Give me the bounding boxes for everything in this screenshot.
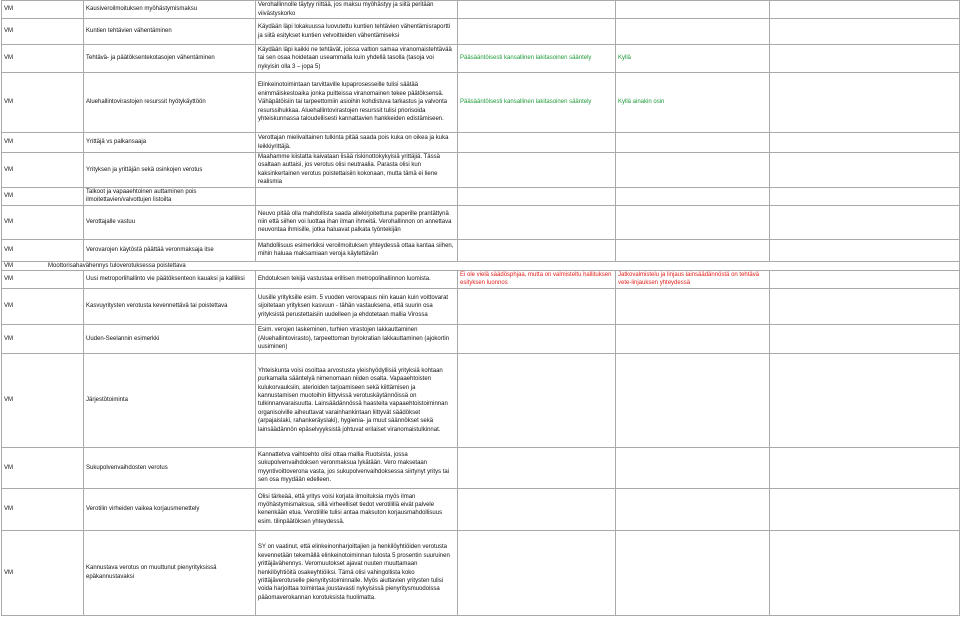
detail-cell: Elinkeinotoimintaan tarvittaville lupaprosesseille tulisi säätää enimmäiskestoaika jonka puitteissa viranomainen tekee päätöksensä. Vähäpätöisiin tai tarpeettomiin asioihin kohdistuva tarkastus ja valvonta resurssihukkaa. Aluehallintovirastojen resurssit tulisi priorisoida yhteiskunnassa taloudellisesti kannattavien hankkeiden edistämiseen. xyxy=(256,73,458,133)
party-cell: VM xyxy=(2,271,84,289)
answer-cell xyxy=(616,187,770,205)
regulation-cell: Ei ole vielä säädösphjaa, mutta on valmisteltu hallituksen esityksen luonnos xyxy=(458,271,616,289)
regulation-cell xyxy=(458,239,616,261)
note-cell xyxy=(770,271,960,289)
topic-cell: Uuden-Seelannin esimerkki xyxy=(84,324,256,353)
table-row xyxy=(2,205,960,239)
regulation-cell xyxy=(458,530,616,615)
topic-cell: Uusi metroporlihallinto vie päätöksenteon kauaksi ja kalliiksi xyxy=(84,271,256,289)
note-cell xyxy=(770,447,960,488)
table-row xyxy=(2,288,960,324)
answer-cell: Jatkovalmistelu ja linjaus lainsäädännöstä on tehtävä vete-linjauksen yhteydessä xyxy=(616,271,770,289)
regulation-cell xyxy=(458,133,616,153)
answer-cell xyxy=(616,288,770,324)
note-cell xyxy=(770,205,960,239)
party-cell: VM xyxy=(2,205,84,239)
party-cell: VM xyxy=(2,19,84,45)
note-cell xyxy=(770,73,960,133)
detail-cell: Käydään läpi lokakuussa luovutettu kuntien tehtävien vähentämisraportti ja siitä esitykset kuntien velvoitteiden vähentämiseksi xyxy=(256,19,458,45)
regulation-cell xyxy=(458,447,616,488)
table-row xyxy=(2,73,960,133)
topic-cell: Järjestötoiminta xyxy=(84,353,256,447)
table-row xyxy=(2,447,960,488)
detail-cell: Maahamme kiistatta kaivataan lisää riskinottokykyisiä yrittäjiä. Tässä osaltaan auttaisi, jos verotus olisi neutraalia. Parasta olisi kun kaksinkertainen verotus poistettaisiin kokonaan, mutta tämä ei liene realismia xyxy=(256,153,458,188)
table-row xyxy=(2,187,960,205)
regulation-cell xyxy=(458,1,616,19)
note-cell xyxy=(770,187,960,205)
table-row xyxy=(2,133,960,153)
topic-cell: Verovarojen käytöstä päättää veronmaksaja itse xyxy=(84,239,256,261)
detail-cell: Kannattetva vaihtoehto olisi ottaa mallia Ruotsista, jossa sukupolvenvaihdoksen veronmaksua lykätään. Vero maksetaan myyntivoittoverona vasta, jos sukupolvenvaihdoksessa siirtynyt yritys tai sen osa myydään edelleen. xyxy=(256,447,458,488)
table-row xyxy=(2,19,960,45)
regulation-cell xyxy=(458,205,616,239)
topic-cell: Kausiveroilmoituksen myöhästymismaksu xyxy=(84,1,256,19)
regulation-cell xyxy=(458,324,616,353)
answer-cell xyxy=(616,153,770,188)
party-cell: VM xyxy=(2,187,84,205)
table-row xyxy=(2,353,960,447)
note-cell xyxy=(770,530,960,615)
party-cell: VM xyxy=(2,488,84,530)
detail-cell: SY on vaatinut, että elinkeinonharjoittajien ja henkilöyhtiöiden verotusta kevennetään tekemällä elinkeinotoiminnan tulosta 5 prosentin suuruinen yrittäjävähennys. Veromuutokset ajavat nuuten muuttamaan henkilöyhtiöitä osakeyhtiöiksi. Tämä olisi vahingollista koko yrittäjäverotuselle pienyritystoiminnalle. Myös aiuttavien yritysten tulisi voida harjoittaa toimintaa joustavasti nykyisissä pienyritysmuodoissa pääomaverokannan korotuksista huolimatta. xyxy=(256,530,458,615)
detail-cell: Olisi tärkeää, että yritys voisi korjata ilmoituksia myös ilman myöhästymismaksua, sillä virheelliset tiedot verotilillä eivät palvele kenenkään etua. Verotilille tulisi antaa maksuton korjausmahdollisuus esim. tilinpäätöksen yhteydessä. xyxy=(256,488,458,530)
detail-cell: Verohallinnolle täytyy riittää, jos maksu myöhästyy ja siitä peritään viivästyskorko xyxy=(256,1,458,19)
table-row xyxy=(2,488,960,530)
note-cell xyxy=(770,288,960,324)
topic-cell: Talkoot ja vapaaehtoinen auttaminen pois ilmoitettavien/valvottujen listoilta xyxy=(84,187,256,205)
topic-cell: Yrittäjä vs palkansaaja xyxy=(84,133,256,153)
table-row xyxy=(2,324,960,353)
note-cell xyxy=(770,353,960,447)
party-label: VM xyxy=(4,262,13,269)
answer-cell xyxy=(616,205,770,239)
detail-cell: Esim. verojen laskeminen, turhien virastojen lakkauttaminen (Aluehallintovirasto), tarpeettoman byrokratian lakkauttaminen (ajokortin uusiminen) xyxy=(256,324,458,353)
detail-cell: Yhteiskunta voisi osoittaa arvostusta yleishyödyllisiä yrityksiä kohtaan purkamalla sääntelyä nimenomaan niiden osalta. Vapaaehtoisten kulukorvauksiin, aterioiden tarjoamiseen sekä kiittämisen ja kannustamisen muotoihin liittyvissä verotuskäytännöissä on tulkinnanvaraisuutta. Lainsäädännössä haasteita vapaaehtoistoiminnan organisoiville aiheuttavat varainhankintaan liittyvät säädökset (arpajaislaki, rahankeräyslaki), hygienia- ja muut säännökset sekä lainsäädännön epäselvyyksistä johtuvat erilaiset viranomaistulkinnat. xyxy=(256,353,458,447)
table-row xyxy=(2,45,960,73)
note-cell xyxy=(770,324,960,353)
answer-cell xyxy=(616,447,770,488)
table-row xyxy=(2,1,960,19)
table-row xyxy=(2,530,960,615)
party-cell: VM xyxy=(2,1,84,19)
party-cell: VM xyxy=(2,73,84,133)
answer-cell xyxy=(616,530,770,615)
topic-cell: Verotilin virheiden vaikea korjausmenettely xyxy=(84,488,256,530)
note-cell xyxy=(770,133,960,153)
detail-cell: Mahdollisuus esimerkiksi veroilmoituksen yhteydessä ottaa kantaa siihen, mihin haluaa maksamiaan veroja käytettävän xyxy=(256,239,458,261)
table-row xyxy=(2,261,960,270)
note-cell xyxy=(770,19,960,45)
topic-cell: Kuntien tehtävien vähentäminen xyxy=(84,19,256,45)
detail-cell: Ehdotuksen tekijä vastustaa erillisen metropolihallinnon luomista. xyxy=(256,271,458,289)
regulation-cell xyxy=(458,488,616,530)
detail-cell xyxy=(256,187,458,205)
party-cell: VM xyxy=(2,239,84,261)
answer-cell: Kyllä xyxy=(616,45,770,73)
answer-cell xyxy=(616,488,770,530)
party-cell: VM xyxy=(2,133,84,153)
party-cell: VM xyxy=(2,45,84,73)
note-cell xyxy=(770,488,960,530)
party-cell: VM xyxy=(2,530,84,615)
decisions-table xyxy=(1,0,960,616)
party-cell: VM xyxy=(2,324,84,353)
detail-cell: Neuvo pitää olla mahdollista saada allekirjoitettuna paperille prantättynä niin että siihen voi luottaa ihan ilman ihmeitä. Verohallinnon on annettava neuvontaa ihmisille, jotka haluavat palkata työntekijän xyxy=(256,205,458,239)
answer-cell xyxy=(616,19,770,45)
detail-cell: Käydään läpi kaikki ne tehtävät, joissa valtion samaa viranomaistehtävää tai sen osaa hoidetaan useammalla kuin yhdellä tasolla (tasoja voi nykyisin olla 3 – jopa 5) xyxy=(256,45,458,73)
party-cell: VM xyxy=(2,447,84,488)
table-row xyxy=(2,239,960,261)
regulation-cell xyxy=(458,187,616,205)
answer-cell xyxy=(616,133,770,153)
party-cell: VM xyxy=(2,353,84,447)
detail-cell: Verottajan mielivaltainen tulkinta pitää saada pois kuka on oikea ja kuka leikkiyrittäjä. xyxy=(256,133,458,153)
regulation-cell xyxy=(458,19,616,45)
topic-cell: Yrityksen ja yrittäjän sekä osinkojen verotus xyxy=(84,153,256,188)
answer-cell xyxy=(616,239,770,261)
note-cell xyxy=(770,1,960,19)
regulation-cell: Pääsääntöisesti kansallinen lakitasoinen sääntely xyxy=(458,73,616,133)
topic-cell: Verottajalle vastuu xyxy=(84,205,256,239)
answer-cell xyxy=(616,353,770,447)
note-cell xyxy=(770,153,960,188)
table-row xyxy=(2,153,960,188)
topic-cell: Tehtävä- ja päätöksentekotasojen vähentäminen xyxy=(84,45,256,73)
party-cell: VM xyxy=(2,153,84,188)
note-cell xyxy=(770,45,960,73)
topic-label: Moottorisahavähennys tuloverotuksessa poistettava xyxy=(48,262,186,269)
answer-cell xyxy=(616,324,770,353)
detail-cell: Uusille yrityksille esim. 5 vuoden verovapaus niin kauan kuin voittovarat sijoitetaan yrityksen kasvuun - tähän vastauksena, että suurin osa yrityksistä perustettaisiin uudelleen ja ehdotetaan mallia Virossa xyxy=(256,288,458,324)
regulation-cell: Pääsääntöisesti kansallinen lakitasoinen sääntely xyxy=(458,45,616,73)
table-row xyxy=(2,271,960,289)
topic-cell: Aluehallintovirastojen resurssit hyötykäyttöön xyxy=(84,73,256,133)
topic-cell: Kannustava verotus on muuttunut pienyrityksissä epäkannustavaksi xyxy=(84,530,256,615)
motion-row-cell xyxy=(2,261,960,270)
regulation-cell xyxy=(458,288,616,324)
regulation-cell xyxy=(458,153,616,188)
answer-cell: Kyllä ainakin osin xyxy=(616,73,770,133)
note-cell xyxy=(770,239,960,261)
answer-cell xyxy=(616,1,770,19)
topic-cell: Sukupolvenvaihdosten verotus xyxy=(84,447,256,488)
regulation-cell xyxy=(458,353,616,447)
topic-cell: Kasvuyritysten verotusta kevennettävä tai poistettava xyxy=(84,288,256,324)
party-cell: VM xyxy=(2,288,84,324)
